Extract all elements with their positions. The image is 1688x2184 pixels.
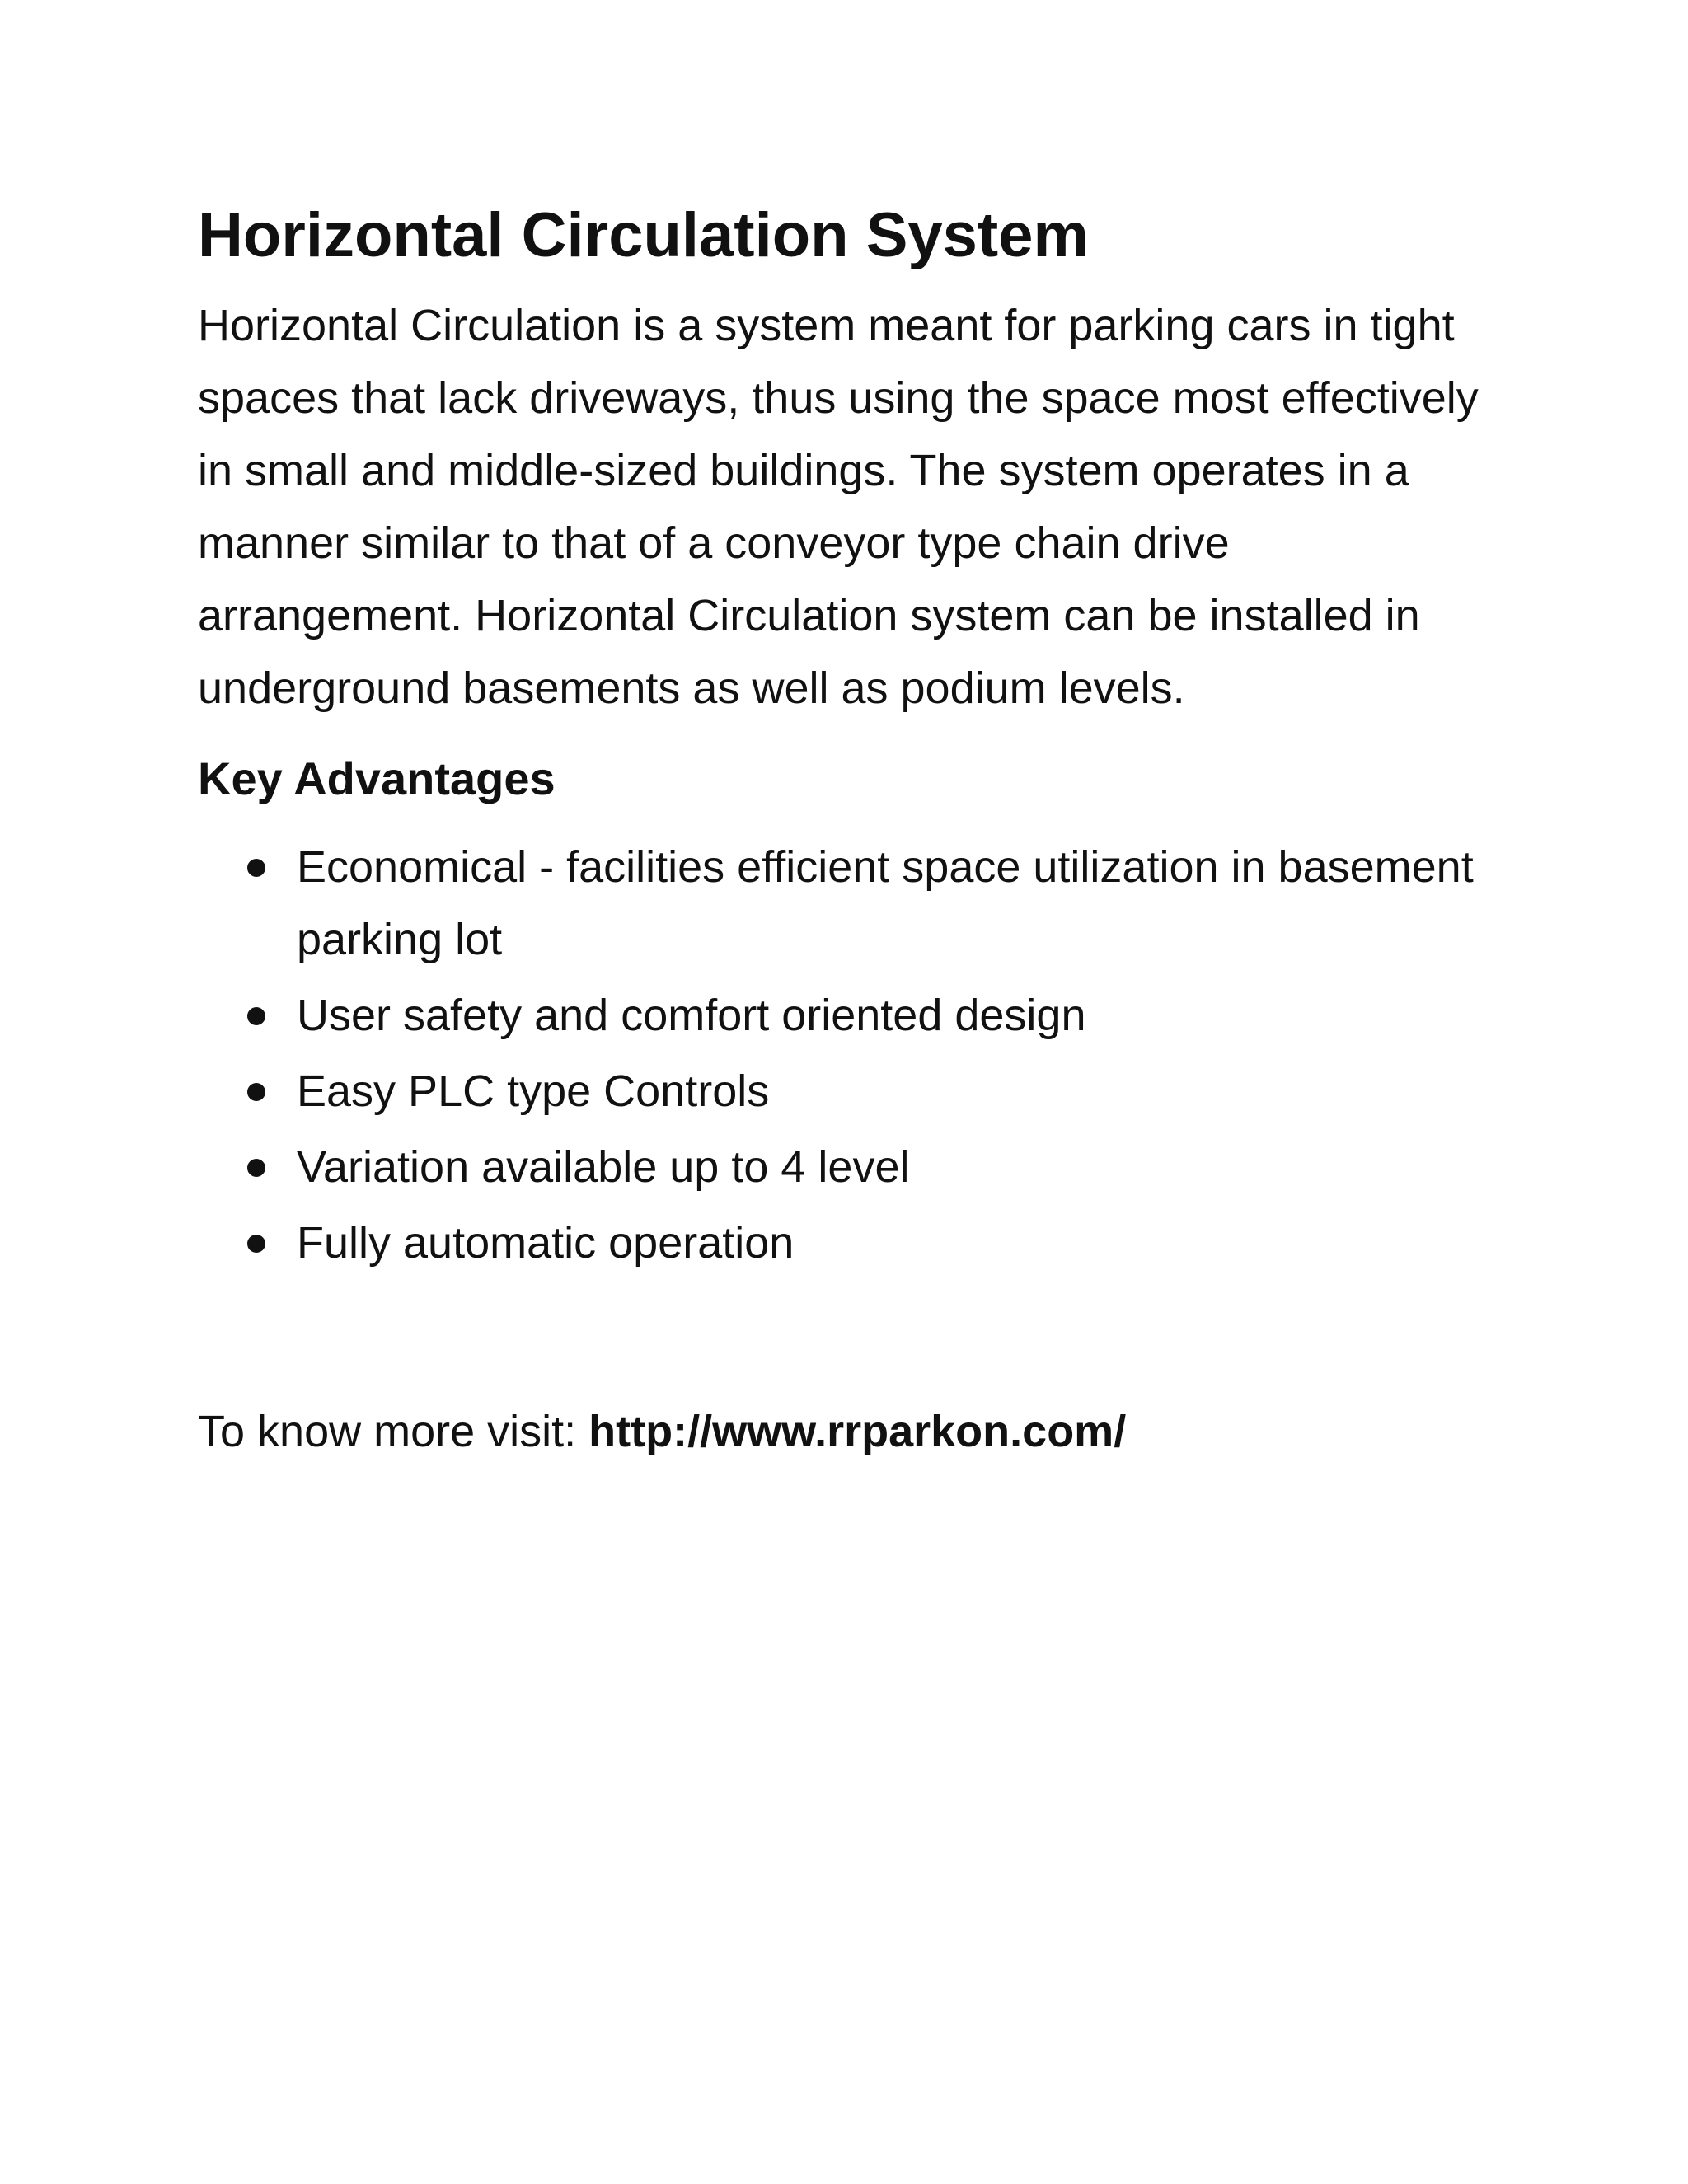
list-item	[198, 979, 1484, 1052]
bullet-icon	[247, 1235, 265, 1253]
visit-line	[198, 1403, 1484, 1460]
list-item	[198, 831, 1484, 976]
list-item-text: User safety and comfort oriented design	[297, 990, 1086, 1040]
list-item-text: Fully automatic operation	[297, 1217, 795, 1268]
list-item-text: Easy PLC type Controls	[297, 1066, 770, 1116]
bullet-icon	[247, 1083, 265, 1101]
document-content	[198, 198, 1484, 1460]
website-link[interactable]: http://www.rrparkon.com/	[588, 1406, 1127, 1456]
list-item	[198, 1131, 1484, 1203]
list-item	[198, 1055, 1484, 1127]
intro-paragraph: Horizontal Circulation is a system meant for parking cars in tight spaces that lack driveways, thus using the space most effectively in small and middle-sized buildings. The system operates in a manner similar to that of a conveyor type chain drive arrangement. Horizontal Circulation system can be installed in underground basements as well as podium levels.	[198, 301, 1479, 714]
bullet-icon	[247, 859, 265, 877]
visit-label: To know more visit:	[198, 1406, 577, 1456]
page-title: Horizontal Circulation System	[198, 200, 1090, 270]
list-item-text: Economical - facilities efficient space utilization in basement parking lot	[297, 841, 1474, 964]
list-item-text: Variation available up to 4 level	[297, 1141, 910, 1192]
advantages-list	[198, 831, 1484, 1279]
list-item	[198, 1207, 1484, 1279]
bullet-icon	[247, 1007, 265, 1025]
bullet-icon	[247, 1159, 265, 1177]
advantages-heading: Key Advantages	[198, 752, 556, 805]
